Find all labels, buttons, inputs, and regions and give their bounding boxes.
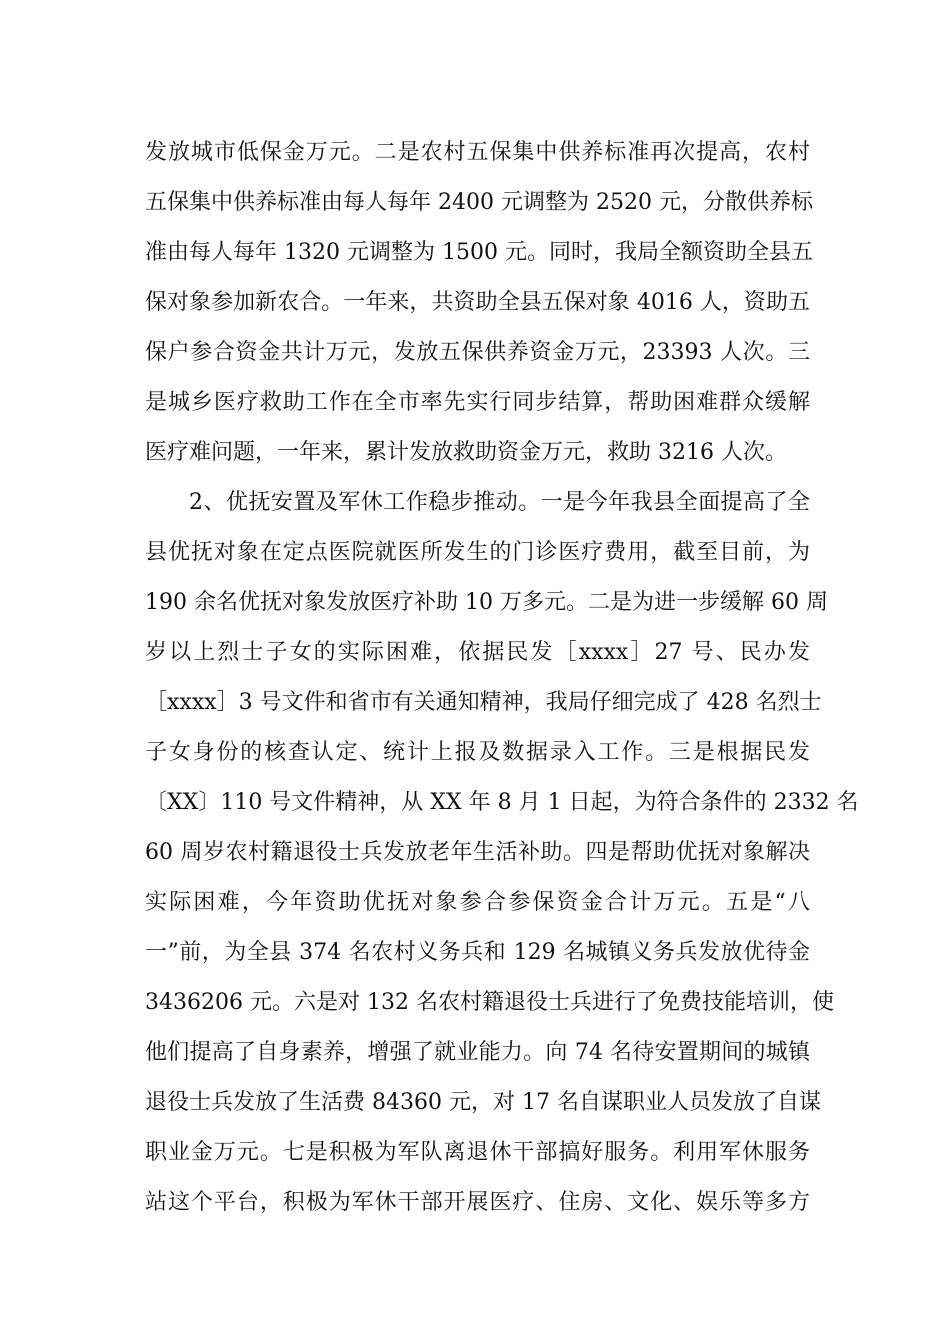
text-line: 发放城市低保金万元。二是农村五保集中供养标准再次提高，农村 xyxy=(145,140,810,165)
text-line: 子女身份的核查认定、统计上报及数据录入工作。三是根据民发 xyxy=(145,740,810,765)
text-line: 站这个平台，积极为军休干部开展医疗、住房、文化、娱乐等多方 xyxy=(145,1190,810,1215)
text-line: 保户参合资金共计万元，发放五保供养资金万元，23393 人次。三 xyxy=(145,340,810,365)
text-line: 是城乡医疗救助工作在全市率先实行同步结算，帮助困难群众缓解 xyxy=(145,390,810,415)
text-line: 〔XX〕110 号文件精神，从 XX 年 8 月 1 日起，为符合条件的 2332 名 xyxy=(145,790,859,815)
text-line: 60 周岁农村籍退役士兵发放老年生活补助。四是帮助优抚对象解决 xyxy=(145,840,810,865)
text-line: 县优抚对象在定点医院就医所发生的门诊医疗费用，截至目前，为 xyxy=(145,540,810,565)
text-line: 3436206 元。六是对 132 名农村籍退役士兵进行了免费技能培训，使 xyxy=(145,990,834,1015)
text-line: 实际困难，今年资助优抚对象参合参保资金合计万元。五是“八 xyxy=(145,890,810,915)
text-line: 职业金万元。七是积极为军队离退休干部搞好服务。利用军休服务 xyxy=(145,1140,810,1165)
text-line: 一”前，为全县 374 名农村义务兵和 129 名城镇义务兵发放优待金 xyxy=(145,940,810,965)
text-line: 退役士兵发放了生活费 84360 元，对 17 名自谋职业人员发放了自谋 xyxy=(145,1090,821,1115)
text-line: 准由每人每年 1320 元调整为 1500 元。同时，我局全额资助全县五 xyxy=(145,240,813,265)
text-line: 保对象参加新农合。一年来，共资助全县五保对象 4016 人，资助五 xyxy=(145,290,810,315)
text-line: 190 余名优抚对象发放医疗补助 10 万多元。二是为进一步缓解 60 周 xyxy=(145,590,828,615)
text-line: 五保集中供养标准由每人每年 2400 元调整为 2520 元，分散供养标 xyxy=(145,190,813,215)
text-line: ［xxxx］3 号文件和省市有关通知精神，我局仔细完成了 428 名烈士 xyxy=(145,690,822,715)
text-line: 医疗难问题，一年来，累计发放救助资金万元，救助 3216 人次。 xyxy=(145,440,787,465)
text-line: 岁以上烈士子女的实际困难，依据民发［xxxx］27 号、民办发 xyxy=(145,640,810,665)
text-line: 2、优抚安置及军休工作稳步推动。一是今年我县全面提高了全 xyxy=(189,490,810,515)
text-line: 他们提高了自身素养，增强了就业能力。向 74 名待安置期间的城镇 xyxy=(145,1040,810,1065)
